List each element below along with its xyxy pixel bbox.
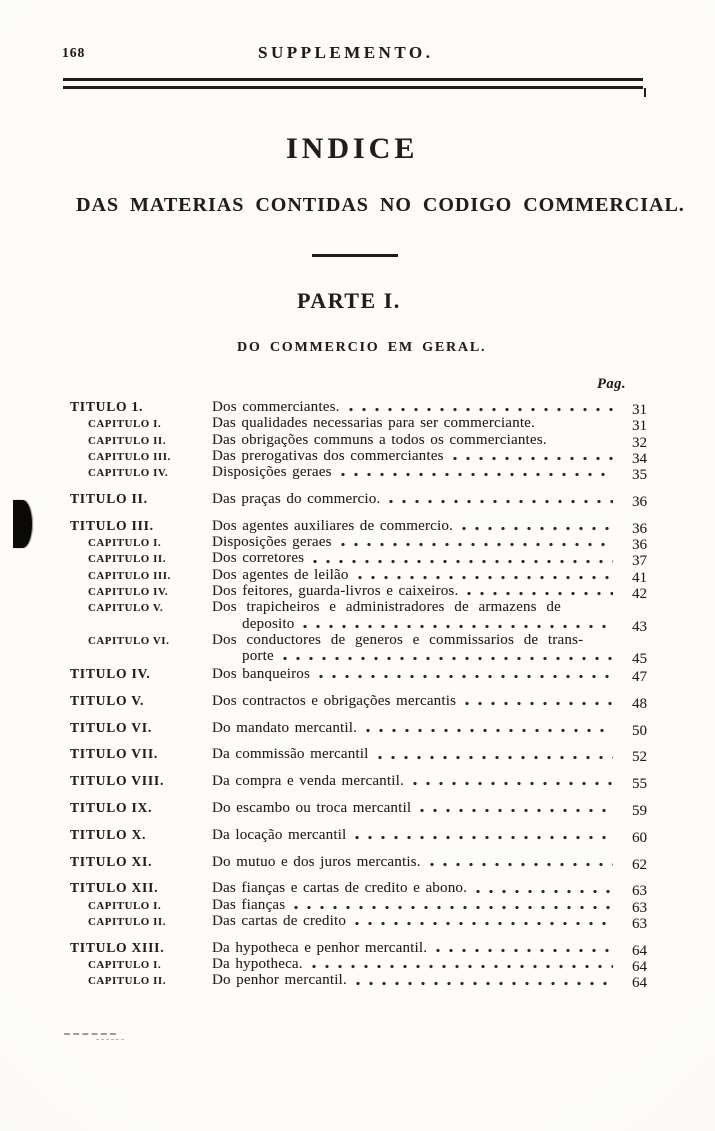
entry-label: CAPITULO IV. xyxy=(88,467,169,480)
toc-row xyxy=(70,599,647,635)
dot-leader xyxy=(319,674,613,679)
dot-leader xyxy=(378,755,613,760)
entry-page-number: 31 xyxy=(632,402,647,418)
entry-text-continued: deposito xyxy=(242,615,295,632)
entry-label: TITULO VIII. xyxy=(70,773,165,789)
dot-leader xyxy=(420,808,613,813)
toc-entry-line xyxy=(70,490,647,510)
dot-leader xyxy=(465,701,613,706)
entry-label: CAPITULO I. xyxy=(88,899,162,912)
toc-entry-line xyxy=(70,415,647,435)
toc-row xyxy=(70,415,647,435)
entry-page-number: 43 xyxy=(632,618,647,635)
entry-page-number: 45 xyxy=(632,651,647,668)
toc-row xyxy=(70,517,647,537)
entry-page-number: 59 xyxy=(632,802,647,819)
page-folio-number: 168 xyxy=(62,45,86,60)
toc-entry-line xyxy=(70,534,647,554)
page-column-header: Pag. xyxy=(597,376,626,392)
toc-row xyxy=(70,896,647,916)
toc-entry-line xyxy=(70,799,647,819)
entry-label: CAPITULO II. xyxy=(88,915,166,928)
running-header: SUPPLEMENTO. xyxy=(258,43,434,62)
entry-page-number: 41 xyxy=(632,569,647,586)
entry-text: Das fianças e cartas de credito e abono. xyxy=(212,880,468,897)
entry-page-number: 36 xyxy=(632,537,647,554)
entry-text: Dos feitores, guarda-livros e caixeiros. xyxy=(212,582,459,599)
entry-text-continued: porte xyxy=(242,648,274,665)
part-heading: PARTE I. xyxy=(297,288,401,313)
entry-page-number: 64 xyxy=(632,975,647,992)
entry-page-number: 31 xyxy=(632,418,647,435)
toc-entry-line xyxy=(70,972,647,992)
entry-label: CAPITULO I. xyxy=(88,959,162,972)
section-heading: DO COMMERCIO EM GERAL. xyxy=(237,340,487,355)
entry-label: CAPITULO II. xyxy=(88,553,166,566)
toc-entry-line xyxy=(70,447,647,467)
toc-entry-line xyxy=(70,517,647,537)
toc-entry-line xyxy=(70,956,647,976)
dot-leader xyxy=(413,781,613,786)
toc-entry-continuation xyxy=(70,648,647,668)
toc-entry-line xyxy=(70,853,647,873)
entry-page-number: 47 xyxy=(632,668,647,685)
entry-page-number: 34 xyxy=(632,450,647,467)
toc-entry-line xyxy=(70,692,647,712)
entry-page-number: 36 xyxy=(632,493,647,510)
entry-label: CAPITULO IV. xyxy=(88,585,169,598)
entry-text: Das cartas de credito xyxy=(212,912,347,929)
entry-page-number: 42 xyxy=(632,585,647,602)
toc-entry-line xyxy=(70,880,647,900)
entry-text: Das fianças xyxy=(212,896,286,913)
entry-page-number: 48 xyxy=(632,695,647,712)
entry-text: Dos contractos e obrigações mercantis xyxy=(212,692,457,709)
index-subtitle: DAS MATERIAS CONTIDAS NO CODIGO COMMERCIAL. xyxy=(76,194,685,216)
toc-row xyxy=(70,631,647,668)
entry-label: TITULO IV. xyxy=(70,665,151,681)
ink-blot-artifact xyxy=(13,500,32,548)
toc-row xyxy=(70,719,647,739)
entry-label: CAPITULO I. xyxy=(88,537,162,550)
toc-row xyxy=(70,582,647,602)
toc-entry-line xyxy=(70,912,647,932)
entry-text: Das qualidades necessarias para ser commerciante. xyxy=(212,415,535,432)
entry-label: CAPITULO I. xyxy=(88,418,162,431)
toc-row xyxy=(70,399,647,418)
toc-entry-line xyxy=(70,826,647,846)
toc-row xyxy=(70,956,647,976)
table-of-contents xyxy=(70,397,647,992)
dot-leader xyxy=(355,835,613,840)
entry-page-number: 60 xyxy=(632,829,647,846)
entry-page-number: 32 xyxy=(632,434,647,451)
header-double-rule xyxy=(63,78,643,89)
entry-label: TITULO X. xyxy=(70,826,147,842)
entry-page-number: 62 xyxy=(632,856,647,873)
toc-entry-line xyxy=(70,399,647,418)
dot-leader xyxy=(341,472,613,477)
dot-leader xyxy=(453,456,613,461)
entry-label: TITULO VI. xyxy=(70,719,153,735)
entry-text: Da commissão mercantil xyxy=(212,746,369,763)
entry-label: CAPITULO III. xyxy=(88,450,171,463)
entry-text: Dos banqueiros xyxy=(212,665,311,682)
toc-row xyxy=(70,550,647,570)
entry-page-number: 63 xyxy=(632,915,647,932)
entry-label: TITULO VII. xyxy=(70,746,159,762)
dot-leader xyxy=(356,981,613,986)
toc-row xyxy=(70,826,647,846)
toc-row xyxy=(70,853,647,873)
entry-page-number: 37 xyxy=(632,553,647,570)
toc-entry-line xyxy=(70,431,647,451)
entry-text: Da locação mercantil xyxy=(212,826,347,843)
dot-leader xyxy=(467,591,613,596)
entry-label: TITULO 1. xyxy=(70,399,144,414)
entry-text: Disposições geraes xyxy=(212,534,332,551)
entry-text: Dos conductores de generos e commissarios de trans- xyxy=(212,631,584,648)
entry-text: Do escambo ou troca mercantil xyxy=(212,799,412,816)
entry-text: Dos agentes de leilão xyxy=(212,566,349,583)
toc-entry-line xyxy=(70,550,647,570)
toc-row xyxy=(70,746,647,766)
toc-entry-line xyxy=(70,582,647,602)
toc-entry-line xyxy=(70,464,647,484)
toc-row xyxy=(70,773,647,793)
toc-row xyxy=(70,972,647,992)
toc-row xyxy=(70,534,647,554)
entry-text: Dos trapicheiros e administradores de armazens de xyxy=(212,599,561,616)
toc-entry-line xyxy=(70,896,647,916)
entry-label: TITULO V. xyxy=(70,692,145,708)
dot-leader xyxy=(358,575,613,580)
toc-row xyxy=(70,939,647,959)
toc-entry-continuation xyxy=(70,615,647,635)
entry-text: Das prerogativas dos commerciantes xyxy=(212,447,444,464)
bleedthrough-artifact xyxy=(96,1039,124,1040)
index-title: INDICE xyxy=(286,132,419,165)
entry-page-number: 64 xyxy=(632,942,647,959)
entry-text: Do mandato mercantil. xyxy=(212,719,358,736)
entry-label: TITULO XIII. xyxy=(70,939,165,955)
entry-label: CAPITULO II. xyxy=(88,975,166,988)
entry-page-number: 52 xyxy=(632,749,647,766)
entry-label: TITULO III. xyxy=(70,517,154,533)
entry-label: CAPITULO V. xyxy=(88,602,164,615)
toc-entry-line xyxy=(70,665,647,685)
entry-page-number: 35 xyxy=(632,467,647,484)
bleedthrough-artifact xyxy=(64,1033,116,1035)
toc-entry-line xyxy=(70,939,647,959)
toc-row xyxy=(70,880,647,900)
entry-text: Da hypotheca. xyxy=(212,956,303,973)
entry-text: Dos agentes auxiliares de commercio. xyxy=(212,517,454,534)
entry-label: CAPITULO III. xyxy=(88,569,171,582)
toc-row xyxy=(70,464,647,484)
dot-leader xyxy=(462,526,613,531)
toc-row xyxy=(70,447,647,467)
dot-leader xyxy=(341,542,613,547)
entry-page-number: 36 xyxy=(632,520,647,537)
entry-page-number: 63 xyxy=(632,899,647,916)
entry-label: CAPITULO VI. xyxy=(88,634,170,647)
entry-page-number: 55 xyxy=(632,776,647,793)
entry-text: Do mutuo e dos juros mercantis. xyxy=(212,853,421,870)
dot-leader xyxy=(283,656,613,661)
dot-leader xyxy=(366,728,613,733)
toc-entry-line xyxy=(70,773,647,793)
entry-label: TITULO IX. xyxy=(70,799,153,815)
entry-text: Das obrigações communs a todos os commerciantes. xyxy=(212,431,547,448)
toc-entry-line xyxy=(70,566,647,586)
toc-entry-line xyxy=(70,632,647,648)
toc-entry-line xyxy=(70,599,647,615)
toc-row xyxy=(70,665,647,685)
dot-leader xyxy=(294,905,613,910)
entry-label: TITULO XI. xyxy=(70,853,153,869)
toc-row xyxy=(70,692,647,712)
entry-text: Das praças do commercio. xyxy=(212,490,381,507)
toc-row xyxy=(70,566,647,586)
toc-row xyxy=(70,431,647,451)
dot-leader xyxy=(312,964,613,969)
entry-text: Dos commerciantes. xyxy=(212,399,340,415)
divider-rule xyxy=(312,254,398,257)
entry-label: TITULO XII. xyxy=(70,880,159,896)
entry-text: Da compra e venda mercantil. xyxy=(212,773,404,790)
dot-leader xyxy=(476,889,613,894)
toc-row xyxy=(70,490,647,510)
entry-label: TITULO II. xyxy=(70,490,148,506)
dot-leader xyxy=(436,948,613,953)
toc-entry-line xyxy=(70,746,647,766)
entry-text: Dos corretores xyxy=(212,550,305,567)
entry-text: Disposições geraes xyxy=(212,464,332,481)
toc-entry-line xyxy=(70,719,647,739)
entry-text: Da hypotheca e penhor mercantil. xyxy=(212,939,428,956)
dot-leader xyxy=(349,407,613,412)
dot-leader xyxy=(313,559,613,564)
entry-page-number: 50 xyxy=(632,722,647,739)
toc-row xyxy=(70,799,647,819)
toc-row xyxy=(70,912,647,932)
dot-leader xyxy=(389,499,613,504)
dot-leader xyxy=(303,624,613,629)
entry-text: Do penhor mercantil. xyxy=(212,972,347,989)
dot-leader xyxy=(430,862,613,867)
entry-label: CAPITULO II. xyxy=(88,434,166,447)
dot-leader xyxy=(355,921,613,926)
entry-page-number: 64 xyxy=(632,959,647,976)
entry-page-number: 63 xyxy=(632,883,647,900)
